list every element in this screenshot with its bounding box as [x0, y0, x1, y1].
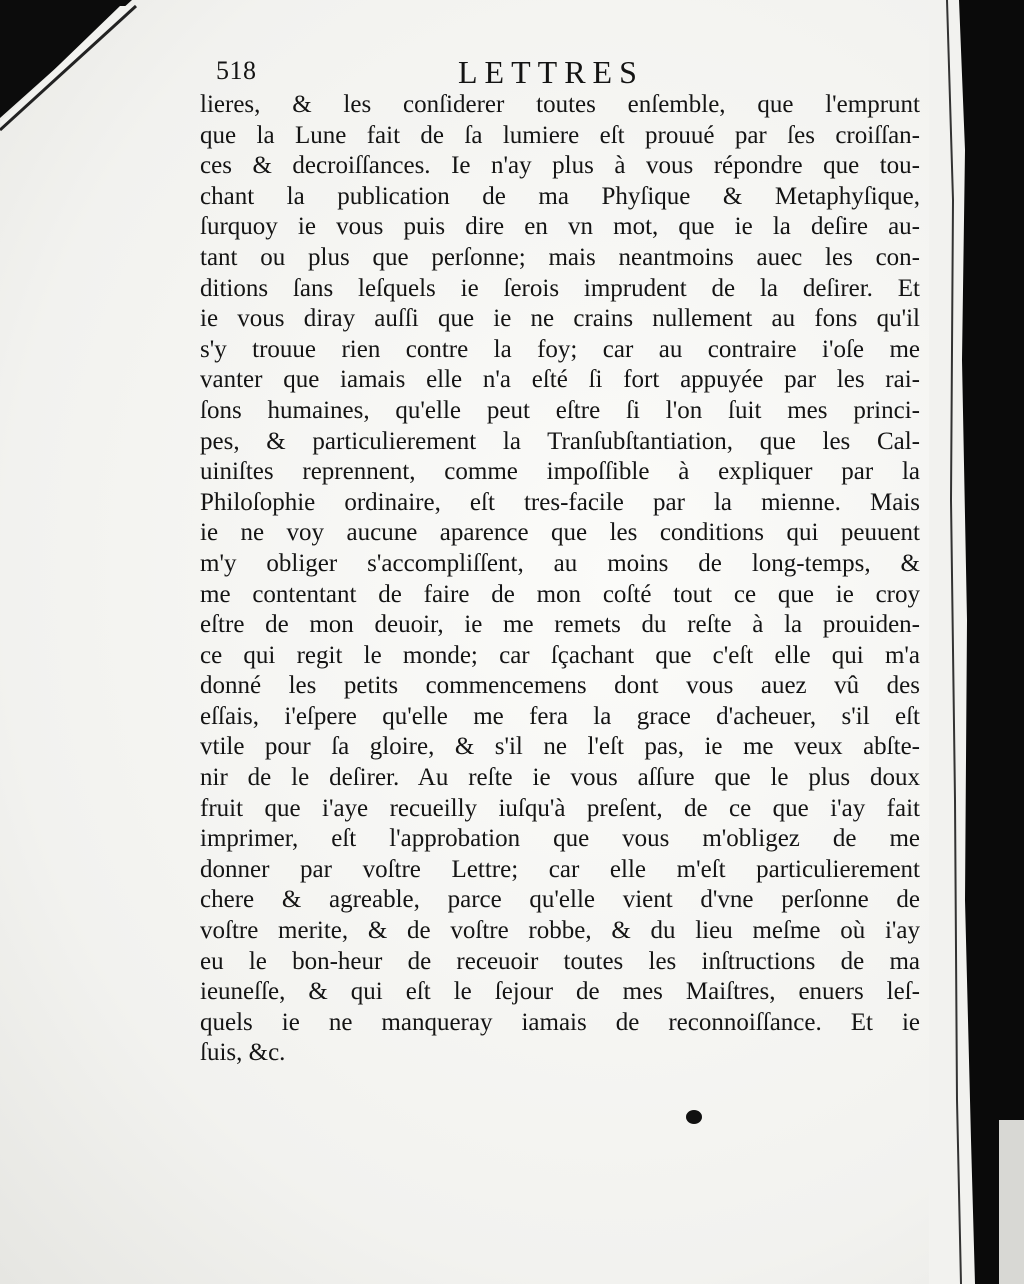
text-line: nir de le deſirer. Au reſte ie vous aſſure que le plus doux: [200, 764, 920, 792]
text-line: lieres, & les conſiderer toutes enſemble, que l'emprunt: [200, 91, 920, 118]
text-line: ie ne voy aucune aparence que les conditions qui peuuent: [200, 519, 920, 547]
text-line: ditions ſans leſquels ie ſerois imprudent de la deſirer. Et: [200, 274, 920, 302]
folded-corner-shadow: [0, 0, 150, 140]
text-line: donné les petits commencemens dont vous auez vû des: [200, 672, 920, 700]
text-line: m'y obliger s'accompliſſent, au moins de long-temps, &: [200, 549, 920, 577]
text-line: donner par voſtre Lettre; car elle m'eſt particulierement: [200, 855, 920, 883]
text-line: chere & agreable, parce qu'elle vient d'vne perſonne de: [200, 886, 920, 914]
text-line: ces & decroiſſances. Ie n'ay plus à vous répondre que tou-: [200, 152, 920, 180]
text-line-closing: ſuis, &c.: [200, 1039, 286, 1067]
text-line: eu le bon-heur de receuoir toutes les inſtructions de ma: [200, 947, 920, 975]
text-line: chant la publication de ma Phyſique & Metaphyſique,: [200, 182, 920, 210]
text-line: tant ou plus que perſonne; mais neantmoins auec les con-: [200, 243, 920, 271]
text-line: Philoſophie ordinaire, eſt tres-facile par la mienne. Mais: [200, 488, 920, 516]
text-line: ſurquoy ie vous puis dire en vn mot, que ie la deſire au-: [200, 213, 920, 241]
text-line: eſſais, i'eſpere qu'elle me fera la grace d'acheuer, s'il eſt: [200, 702, 920, 730]
text-line: eſtre de mon deuoir, ie me remets du reſte à la prouiden-: [200, 611, 920, 639]
text-line: fruit que i'aye recueilly iuſqu'à preſent, de ce que i'ay fait: [200, 794, 920, 822]
ink-dot-mark: [686, 1110, 702, 1124]
letter-body-text: [200, 90, 920, 1069]
text-line: ſons humaines, qu'elle peut eſtre ſi l'on ſuit mes princi-: [200, 396, 920, 424]
page-header: [216, 54, 686, 94]
text-line: vanter que iamais elle n'a eſté ſi fort appuyée par les rai-: [200, 366, 920, 394]
text-line: uiniſtes reprennent, comme impoſſible à expliquer par la: [200, 458, 920, 486]
page-number: 518: [216, 56, 257, 85]
text-line: ieuneſſe, & qui eſt le ſejour de mes Maiſtres, enuers leſ-: [200, 978, 920, 1006]
running-title: LETTRES: [458, 54, 644, 90]
text-line: ce qui regit le monde; car ſçachant que c'eſt elle qui m'a: [200, 641, 920, 669]
text-line: quels ie ne manqueray iamais de reconnoiſſance. Et ie: [200, 1008, 920, 1036]
text-line: imprimer, eſt l'approbation que vous m'obligez de me: [200, 825, 920, 853]
text-line: s'y trouue rien contre la foy; car au contraire i'oſe me: [200, 335, 920, 363]
text-line: vtile pour ſa gloire, & s'il ne l'eſt pas, ie me veux abſte-: [200, 733, 920, 761]
text-line: pes, & particulierement la Tranſubſtantiation, que les Cal-: [200, 427, 920, 455]
text-line: voſtre merite, & de voſtre robbe, & du lieu meſme où i'ay: [200, 917, 920, 945]
text-line: que la Lune fait de ſa lumiere eſt prouué par ſes croiſſan-: [200, 121, 920, 149]
text-line: ie vous diray auſſi que ie ne crains nullement au fons qu'il: [200, 305, 920, 333]
page-edge-shadow: [929, 0, 1024, 1284]
text-line: me contentant de faire de mon coſté tout ce que ie croy: [200, 580, 920, 608]
